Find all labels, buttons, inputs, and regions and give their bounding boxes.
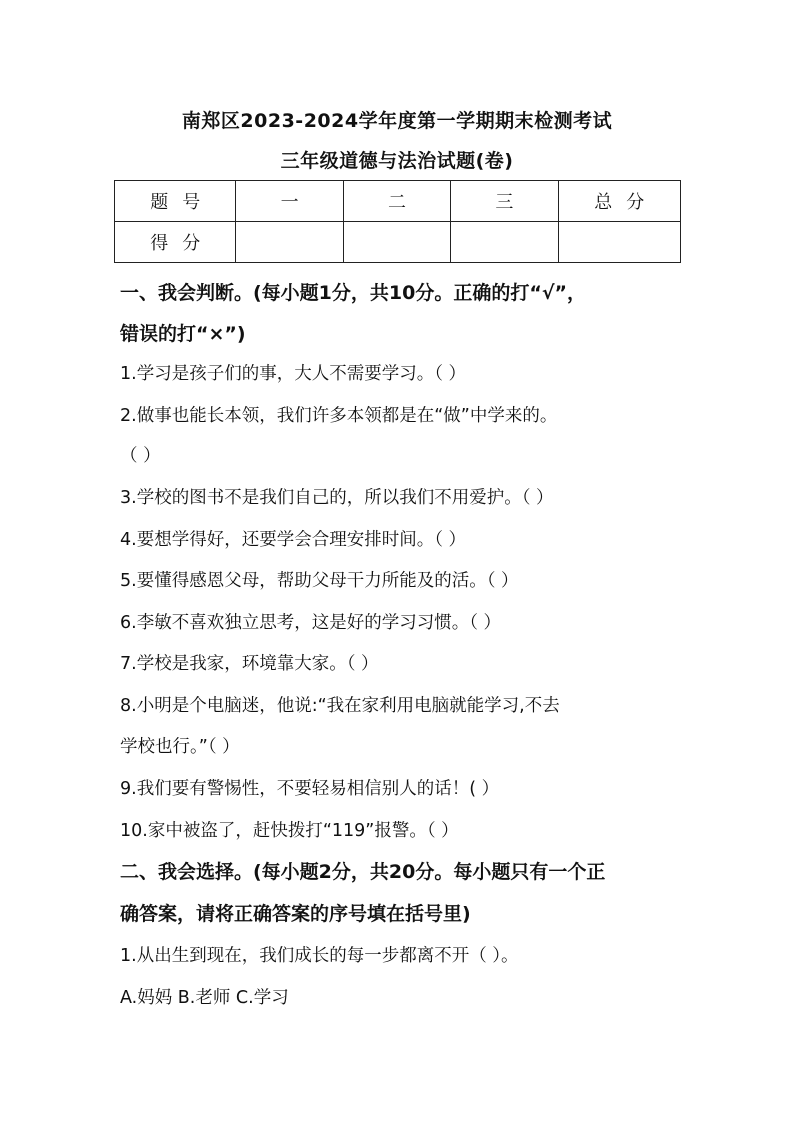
judgment-question-8-cont: 学校也行。”（ ） — [120, 737, 240, 757]
score-table-header-row — [115, 181, 681, 222]
score-table-header-total: 总分 — [558, 181, 680, 222]
score-table-header-part1: 一 — [236, 181, 343, 222]
judgment-question-10: 10.家中被盗了，赶快拨打“119”报警。（ ） — [120, 821, 459, 841]
judgment-question-1: 1.学习是孩子们的事，大人不需要学习。（ ） — [120, 364, 467, 384]
score-table-header-label: 题号 — [115, 181, 236, 222]
choice-question-1: 1.从出生到现在，我们成长的每一步都离不开（ ）。 — [120, 946, 519, 966]
exam-subtitle: 三年级道德与法治试题(卷) — [280, 150, 514, 172]
score-table-header-part2: 二 — [343, 181, 450, 222]
section2-heading-line2: 确答案，请将正确答案的序号填在括号里) — [120, 903, 471, 925]
score-cell-part3[interactable] — [451, 222, 558, 263]
judgment-question-8: 8.小明是个电脑迷，他说:“我在家利用电脑就能学习,不去 — [120, 696, 560, 716]
judgment-question-3: 3.学校的图书不是我们自己的，所以我们不用爱护。（ ） — [120, 488, 554, 508]
judgment-question-2: 2.做事也能长本领，我们许多本领都是在“做”中学来的。 — [120, 406, 558, 426]
score-table-header-part3: 三 — [451, 181, 558, 222]
section1-heading-line2: 错误的打“×”) — [120, 323, 246, 345]
judgment-question-9: 9.我们要有警惕性，不要轻易相信别人的话！( ） — [120, 779, 500, 799]
choice-question-1-options: A.妈妈 B.老师 C.学习 — [120, 988, 289, 1008]
score-cell-total[interactable] — [558, 222, 680, 263]
judgment-question-7: 7.学校是我家，环境靠大家。（ ） — [120, 654, 379, 674]
judgment-question-2-answer: （ ） — [120, 446, 161, 466]
score-table-score-row — [115, 222, 681, 263]
score-table-score-label: 得分 — [115, 222, 236, 263]
score-table — [114, 180, 681, 263]
exam-title: 南郑区2023-2024学年度第一学期期末检测考试 — [181, 110, 613, 132]
judgment-question-5: 5.要懂得感恩父母，帮助父母干力所能及的活。（ ） — [120, 571, 519, 591]
judgment-question-6: 6.李敏不喜欢独立思考，这是好的学习习惯。（ ） — [120, 613, 502, 633]
score-cell-part2[interactable] — [343, 222, 450, 263]
section2-heading-line1: 二、我会选择。(每小题2分，共20分。每小题只有一个正 — [120, 861, 606, 883]
section1-heading-line1: 一、我会判断。(每小题1分，共10分。正确的打“√”， — [120, 282, 586, 304]
judgment-question-4: 4.要想学得好，还要学会合理安排时间。（ ） — [120, 530, 467, 550]
score-cell-part1[interactable] — [236, 222, 343, 263]
